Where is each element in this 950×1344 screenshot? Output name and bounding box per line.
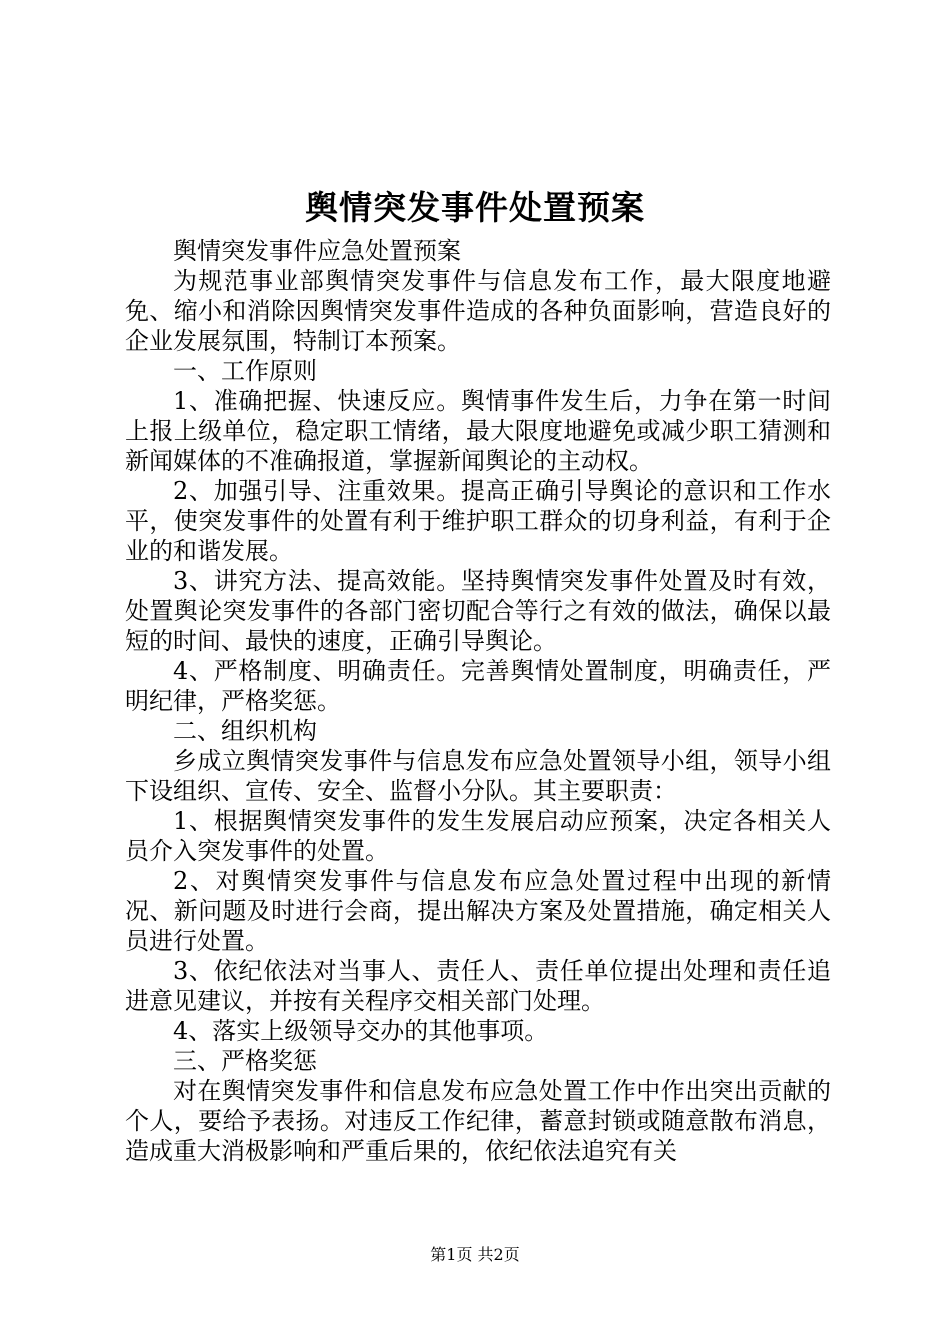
paragraph-intro: 为规范事业部舆情突发事件与信息发布工作，最大限度地避免、缩小和消除因舆情突发事件造成的各种负面影响，营造良好的企业发展氛围，特制订本预案。 (125, 267, 831, 355)
paragraph-duty-2: 2、对舆情突发事件与信息发布应急处置过程中出现的新情况、新问题及时进行会商，提出解决方案及处置措施，确定相关人员进行处置。 (125, 867, 831, 955)
paragraph-principle-2: 2、加强引导、注重效果。提高正确引导舆论的意识和工作水平，使突发事件的处置有利于维护职工群众的切身利益，有利于企业的和谐发展。 (125, 477, 831, 565)
paragraph-duty-1: 1、根据舆情突发事件的发生发展启动应预案，决定各相关人员介入突发事件的处置。 (125, 807, 831, 865)
paragraph-subtitle: 舆情突发事件应急处置预案 (173, 237, 461, 265)
paragraph-principle-1: 1、准确把握、快速反应。舆情事件发生后，力争在第一时间上报上级单位，稳定职工情绪，最大限度地避免或减少职工猜测和新闻媒体的不准确报道，掌握新闻舆论的主动权。 (125, 387, 831, 475)
paragraph-principle-3: 3、讲究方法、提高效能。坚持舆情突发事件处置及时有效，处置舆论突发事件的各部门密切配合等行之有效的做法，确保以最短的时间、最快的速度，正确引导舆论。 (125, 567, 831, 655)
section-heading-principles: 一、工作原则 (173, 357, 317, 385)
paragraph-duty-3: 3、依纪依法对当事人、责任人、责任单位提出处理和责任追进意见建议，并按有关程序交相关部门处理。 (125, 957, 831, 1015)
paragraph-principle-4: 4、严格制度、明确责任。完善舆情处置制度，明确责任，严明纪律，严格奖惩。 (125, 657, 831, 715)
section-heading-rewards: 三、严格奖惩 (173, 1047, 317, 1075)
paragraph-rewards: 对在舆情突发事件和信息发布应急处置工作中作出突出贡献的个人，要给予表扬。对违反工作纪律，蓄意封锁或随意散布消息，造成重大消极影响和严重后果的，依纪依法追究有关 (125, 1077, 831, 1165)
paragraph-organization: 乡成立舆情突发事件与信息发布应急处置领导小组，领导小组下设组织、宣传、安全、监督小分队。其主要职责： (125, 747, 831, 805)
page-footer: 第1页 共2页 (430, 1245, 520, 1264)
document-body (125, 236, 831, 1166)
document-title: 舆情突发事件处置预案 (305, 188, 645, 227)
paragraph-duty-4: 4、落实上级领导交办的其他事项。 (173, 1017, 549, 1045)
section-heading-organization: 二、组织机构 (173, 717, 317, 745)
